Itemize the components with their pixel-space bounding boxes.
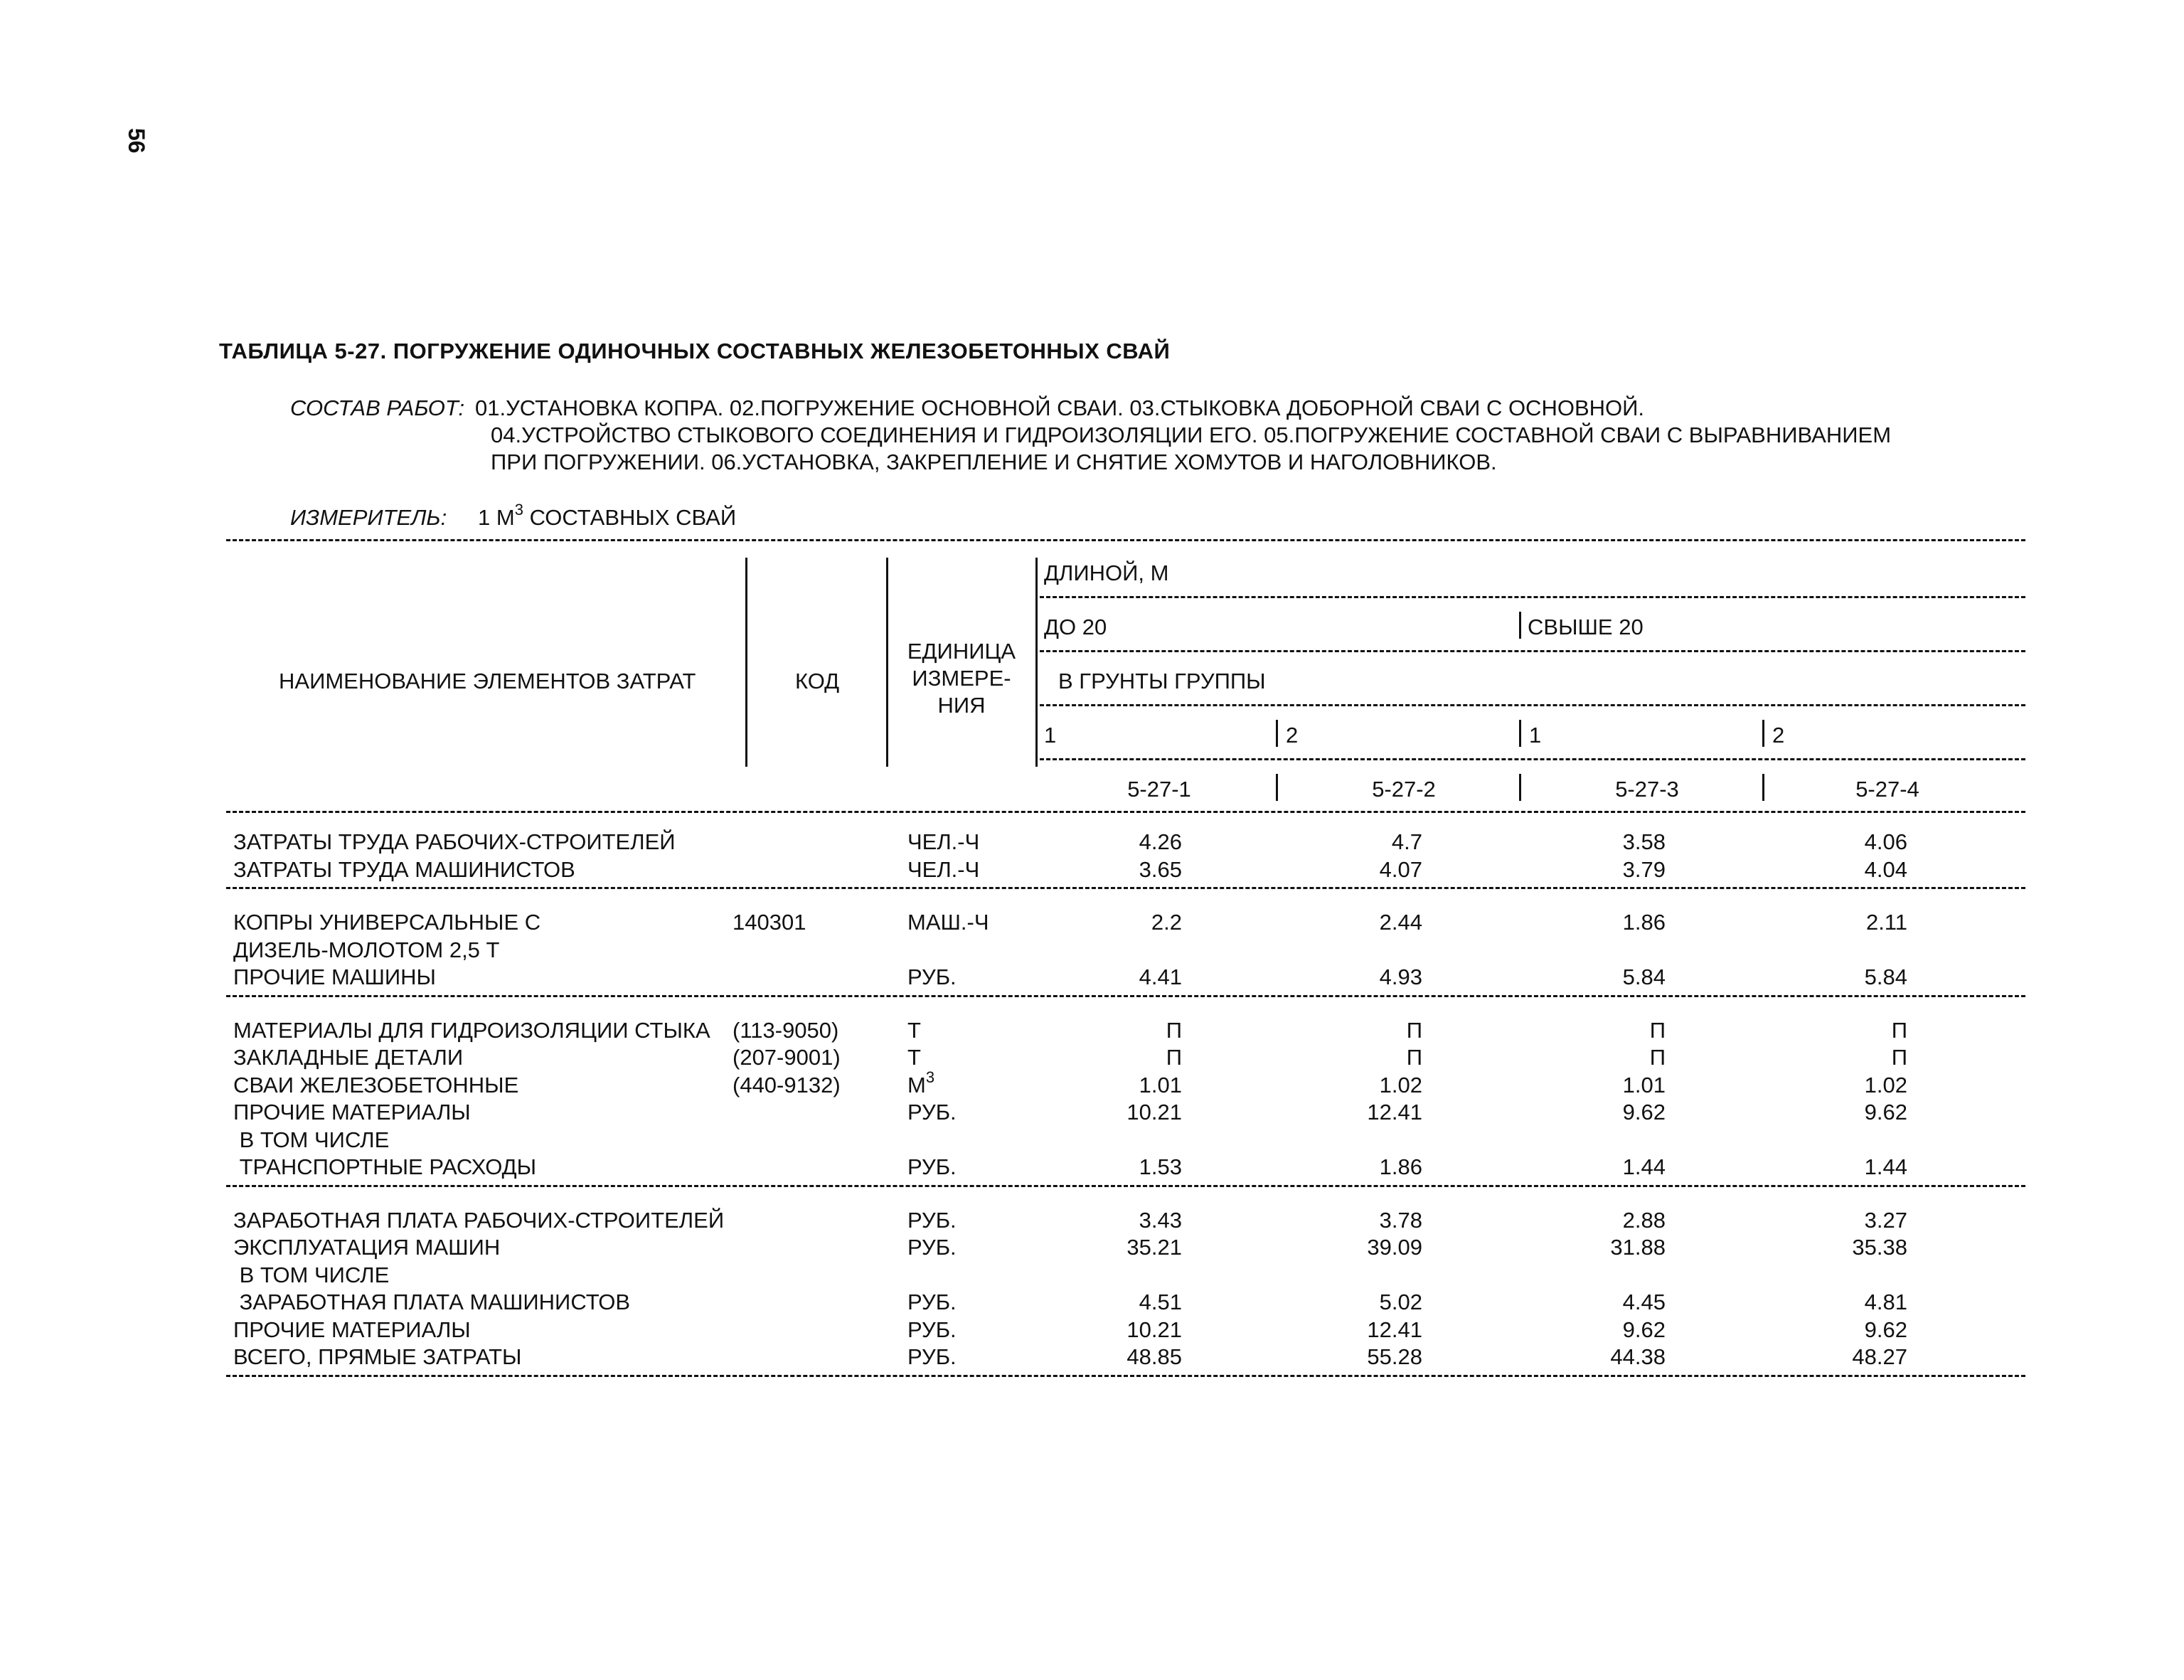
header-name-column: НАИМЕНОВАНИЕ ЭЛЕМЕНТОВ ЗАТРАТ	[279, 669, 696, 693]
row-value: 1.53	[1139, 1154, 1182, 1179]
row-value: 1.02	[1864, 1073, 1907, 1097]
row-value: 1.86	[1622, 910, 1666, 935]
row-name: ЭКСПЛУАТАЦИЯ МАШИН	[233, 1235, 501, 1260]
work-composition-line: 01.УСТАНОВКА КОПРА. 02.ПОГРУЖЕНИЕ ОСНОВНОЙ СВАИ. 03.СТЫКОВКА ДОБОРНОЙ СВАИ С ОСНОВНОЙ.	[475, 395, 1645, 420]
header-rule	[1040, 596, 2025, 598]
meter-label: ИЗМЕРИТЕЛЬ:	[290, 505, 447, 530]
row-value: 1.44	[1864, 1154, 1907, 1179]
row-value: П	[1649, 1045, 1666, 1070]
row-value: П	[1166, 1045, 1182, 1070]
row-value: 1.01	[1622, 1073, 1666, 1097]
row-name: КОПРЫ УНИВЕРСАЛЬНЫЕ С	[233, 910, 541, 935]
header-divider	[1276, 774, 1278, 801]
row-value: 4.51	[1139, 1290, 1182, 1314]
row-value: 5.84	[1864, 964, 1907, 989]
row-name: ПРОЧИЕ МАТЕРИАЛЫ	[233, 1100, 471, 1125]
row-unit: РУБ.	[907, 1317, 957, 1342]
row-value: 4.81	[1864, 1290, 1907, 1314]
row-unit: РУБ.	[907, 1100, 957, 1125]
table-section-rule	[226, 1375, 2025, 1377]
row-value: 4.41	[1139, 964, 1182, 989]
row-value: 2.11	[1865, 910, 1907, 935]
row-unit: ЧЕЛ.-Ч	[907, 857, 980, 882]
row-unit: Т	[907, 1045, 921, 1070]
row-name: МАТЕРИАЛЫ ДЛЯ ГИДРОИЗОЛЯЦИИ СТЫКА	[233, 1018, 710, 1043]
row-value: 9.62	[1864, 1100, 1907, 1125]
header-rule	[1040, 758, 2025, 760]
work-composition-label: СОСТАВ РАБОТ:	[290, 395, 465, 420]
table-section-rule	[226, 811, 2025, 813]
row-unit: РУБ.	[907, 1290, 957, 1314]
row-unit: РУБ.	[907, 1235, 957, 1260]
row-value: П	[1891, 1045, 1907, 1070]
row-value: 44.38	[1610, 1344, 1666, 1369]
row-value: 10.21	[1126, 1317, 1182, 1342]
header-unit-column: ЕДИНИЦА	[907, 639, 1016, 664]
row-value: 10.21	[1126, 1100, 1182, 1125]
row-unit: Т	[907, 1018, 921, 1043]
row-value: П	[1406, 1045, 1422, 1070]
header-group-number: 2	[1286, 723, 1299, 748]
row-value: 2.44	[1379, 910, 1422, 935]
row-value: 5.84	[1622, 964, 1666, 989]
row-name: ТРАНСПОРТНЫЕ РАСХОДЫ	[233, 1154, 537, 1179]
row-value: 4.93	[1379, 964, 1422, 989]
header-length: ДЛИНОЙ, М	[1044, 560, 1169, 585]
row-value: 9.62	[1622, 1317, 1666, 1342]
row-value: 3.43	[1139, 1208, 1182, 1233]
row-code: 140301	[733, 910, 806, 935]
header-group-number: 1	[1529, 723, 1542, 748]
work-composition-line: ПРИ ПОГРУЖЕНИИ. 06.УСТАНОВКА, ЗАКРЕПЛЕНИЕ И СНЯТИЕ ХОМУТОВ И НАГОЛОВНИКОВ.	[491, 450, 1497, 474]
row-value: П	[1891, 1018, 1907, 1043]
row-name: СВАИ ЖЕЛЕЗОБЕТОННЫЕ	[233, 1073, 519, 1097]
header-unit-column: ИЗМЕРЕ-	[912, 666, 1011, 691]
row-value: 1.02	[1379, 1073, 1422, 1097]
row-value: 3.78	[1379, 1208, 1422, 1233]
header-over-20: СВЫШЕ 20	[1528, 615, 1644, 639]
row-value: 4.06	[1864, 829, 1907, 854]
row-name: В ТОМ ЧИСЛЕ	[233, 1262, 390, 1287]
header-divider	[1276, 720, 1278, 747]
row-value: 3.79	[1622, 857, 1666, 882]
row-name: ЗАКЛАДНЫЕ ДЕТАЛИ	[233, 1045, 464, 1070]
row-unit: ЧЕЛ.-Ч	[907, 829, 980, 854]
table-section-rule	[226, 995, 2025, 997]
row-unit: МАШ.-Ч	[907, 910, 989, 935]
header-divider	[1762, 774, 1764, 801]
table-top-rule	[226, 539, 2025, 541]
column-code: 5-27-3	[1615, 777, 1679, 802]
row-unit: РУБ.	[907, 1344, 957, 1369]
row-value: 31.88	[1610, 1235, 1666, 1260]
column-code: 5-27-2	[1372, 777, 1436, 802]
table-section-rule	[226, 887, 2025, 889]
row-value: 1.01	[1139, 1073, 1182, 1097]
row-value: П	[1649, 1018, 1666, 1043]
header-divider	[1762, 720, 1764, 747]
row-unit: $М^3$	[907, 1068, 935, 1097]
row-value: 35.38	[1852, 1235, 1907, 1260]
row-value: П	[1406, 1018, 1422, 1043]
row-value: 35.21	[1126, 1235, 1182, 1260]
header-divider	[745, 558, 747, 767]
row-name: ВСЕГО, ПРЯМЫЕ ЗАТРАТЫ	[233, 1344, 522, 1369]
row-value: 2.88	[1622, 1208, 1666, 1233]
header-group-number: 1	[1044, 723, 1057, 748]
row-value: 4.7	[1391, 829, 1422, 854]
table-section-rule	[226, 1185, 2025, 1187]
work-composition-line: 04.УСТРОЙСТВО СТЫКОВОГО СОЕДИНЕНИЯ И ГИДРОИЗОЛЯЦИИ ЕГО. 05.ПОГРУЖЕНИЕ СОСТАВНОЙ СВАИ С ВЫРАВНИВАНИЕМ	[491, 422, 1892, 447]
column-code: 5-27-1	[1127, 777, 1191, 802]
row-unit: РУБ.	[907, 1208, 957, 1233]
row-name: ЗАТРАТЫ ТРУДА РАБОЧИХ-СТРОИТЕЛЕЙ	[233, 829, 676, 854]
row-unit: РУБ.	[907, 1154, 957, 1179]
row-value: 3.65	[1139, 857, 1182, 882]
table-title: ТАБЛИЦА 5-27. ПОГРУЖЕНИЕ ОДИНОЧНЫХ СОСТАВНЫХ ЖЕЛЕЗОБЕТОННЫХ СВАЙ	[219, 339, 1171, 363]
row-value: 3.58	[1622, 829, 1666, 854]
row-unit: РУБ.	[907, 964, 957, 989]
row-value: 48.85	[1126, 1344, 1182, 1369]
header-unit-column: НИЯ	[937, 693, 986, 718]
header-rule	[1040, 704, 2025, 706]
header-divider	[1519, 774, 1521, 801]
row-value: 1.44	[1622, 1154, 1666, 1179]
row-value: 4.45	[1622, 1290, 1666, 1314]
page-number: 56	[124, 128, 149, 154]
row-value: 4.07	[1379, 857, 1422, 882]
row-value: 9.62	[1622, 1100, 1666, 1125]
row-name: ПРОЧИЕ МАТЕРИАЛЫ	[233, 1317, 471, 1342]
row-value: 4.04	[1864, 857, 1907, 882]
header-rule	[1040, 650, 2025, 652]
header-divider	[1519, 612, 1521, 639]
meter-value: 1 $М^3$ СОСТАВНЫХ СВАЙ	[478, 501, 737, 530]
row-value: 12.41	[1367, 1100, 1422, 1125]
header-group-number: 2	[1772, 723, 1785, 748]
header-soil-groups: В ГРУНТЫ ГРУППЫ	[1058, 669, 1266, 693]
row-code: (440-9132)	[733, 1073, 841, 1097]
row-code: (207-9001)	[733, 1045, 841, 1070]
header-divider	[886, 558, 888, 767]
header-divider	[1519, 720, 1521, 747]
row-name: ПРОЧИЕ МАШИНЫ	[233, 964, 436, 989]
row-value: 39.09	[1367, 1235, 1422, 1260]
row-value: 3.27	[1864, 1208, 1907, 1233]
row-code: (113-9050)	[733, 1018, 839, 1043]
header-up-to-20: ДО 20	[1044, 615, 1107, 639]
row-value: 9.62	[1864, 1317, 1907, 1342]
header-code-column: КОД	[795, 669, 840, 693]
row-name: ЗАРАБОТНАЯ ПЛАТА МАШИНИСТОВ	[233, 1290, 631, 1314]
row-value: 12.41	[1367, 1317, 1422, 1342]
row-value: 48.27	[1852, 1344, 1907, 1369]
row-value: 4.26	[1139, 829, 1182, 854]
row-name: ЗАРАБОТНАЯ ПЛАТА РАБОЧИХ-СТРОИТЕЛЕЙ	[233, 1208, 725, 1233]
row-value: 1.86	[1379, 1154, 1422, 1179]
row-name: ЗАТРАТЫ ТРУДА МАШИНИСТОВ	[233, 857, 575, 882]
column-code: 5-27-4	[1855, 777, 1919, 802]
row-name: ДИЗЕЛЬ-МОЛОТОМ 2,5 Т	[233, 937, 500, 962]
row-value: П	[1166, 1018, 1182, 1043]
row-value: 2.2	[1151, 910, 1182, 935]
row-value: 5.02	[1379, 1290, 1422, 1314]
header-divider	[1035, 558, 1038, 767]
row-name: В ТОМ ЧИСЛЕ	[233, 1127, 390, 1152]
row-value: 55.28	[1367, 1344, 1422, 1369]
